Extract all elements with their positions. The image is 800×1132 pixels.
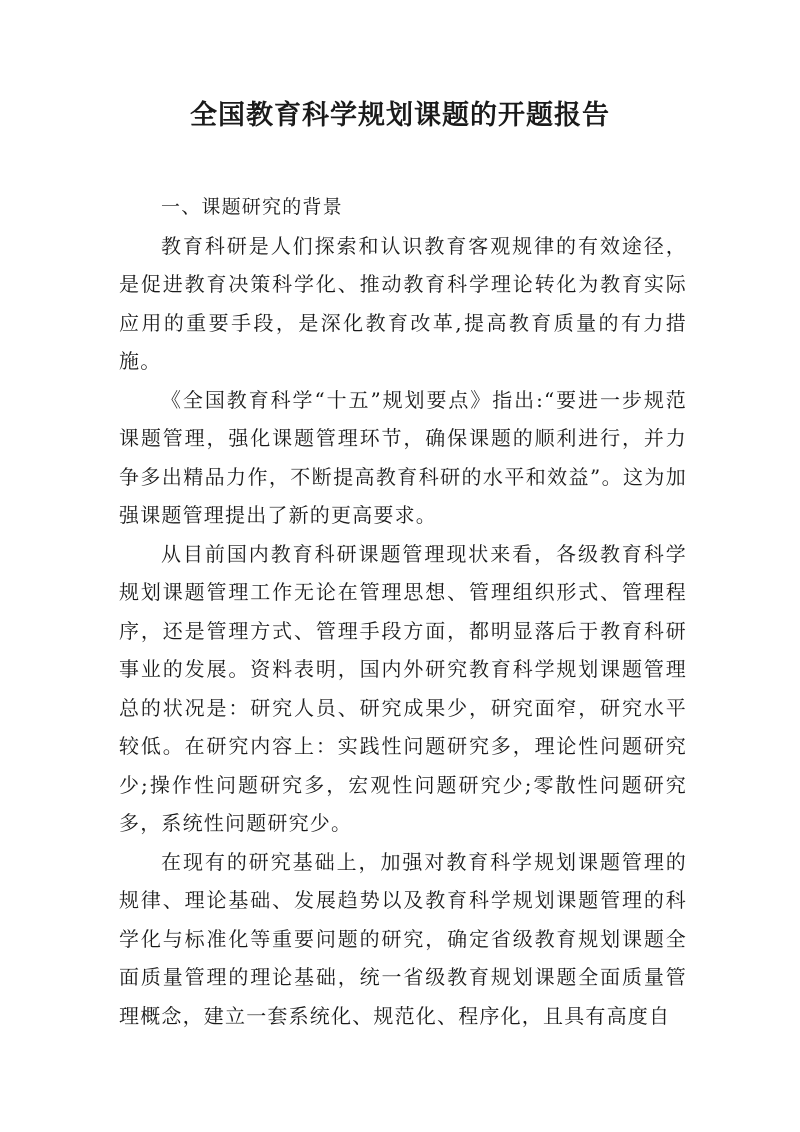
paragraph: 在现有的研究基础上，加强对教育科学规划课题管理的规律、理论基础、发展趋势以及教育科学规划课题管理的科学化与标准化等重要问题的研究，确定省级教育规划课题全面质量管理的理论基础，统一省级教育规划课题全面质量管理概念，建立一套系统化、规范化、程序化，且具有高度自 (119, 849, 687, 1028)
document-title: 全国教育科学规划课题的开题报告 (190, 100, 610, 131)
paragraph: 教育科研是人们探索和认识教育客观规律的有效途径，是促进教育决策科学化、推动教育科学理论转化为教育实际应用的重要手段，是深化教育改革,提高教育质量的有力措施。 (119, 233, 687, 373)
section-heading: 一、课题研究的背景 (161, 196, 343, 218)
document-body (119, 188, 687, 1035)
paragraph: 《全国教育科学“十五”规划要点》指出:“要进一步规范课题管理，强化课题管理环节，确保课题的顺利进行，并力争多出精品力作，不断提高教育科研的水平和效益”。这为加强课题管理提出了新的更高要求。 (119, 387, 687, 527)
paragraph: 从目前国内教育科研课题管理现状来看，各级教育科学规划课题管理工作无论在管理思想、管理组织形式、管理程序，还是管理方式、管理手段方面，都明显落后于教育科研事业的发展。资料表明，国内外研究教育科学规划课题管理总的状况是：研究人员、研究成果少，研究面窄，研究水平较低。在研究内容上：实践性问题研究多，理论性问题研究少;操作性问题研究多，宏观性问题研究少;零散性问题研究多，系统性问题研究少。 (119, 541, 687, 835)
